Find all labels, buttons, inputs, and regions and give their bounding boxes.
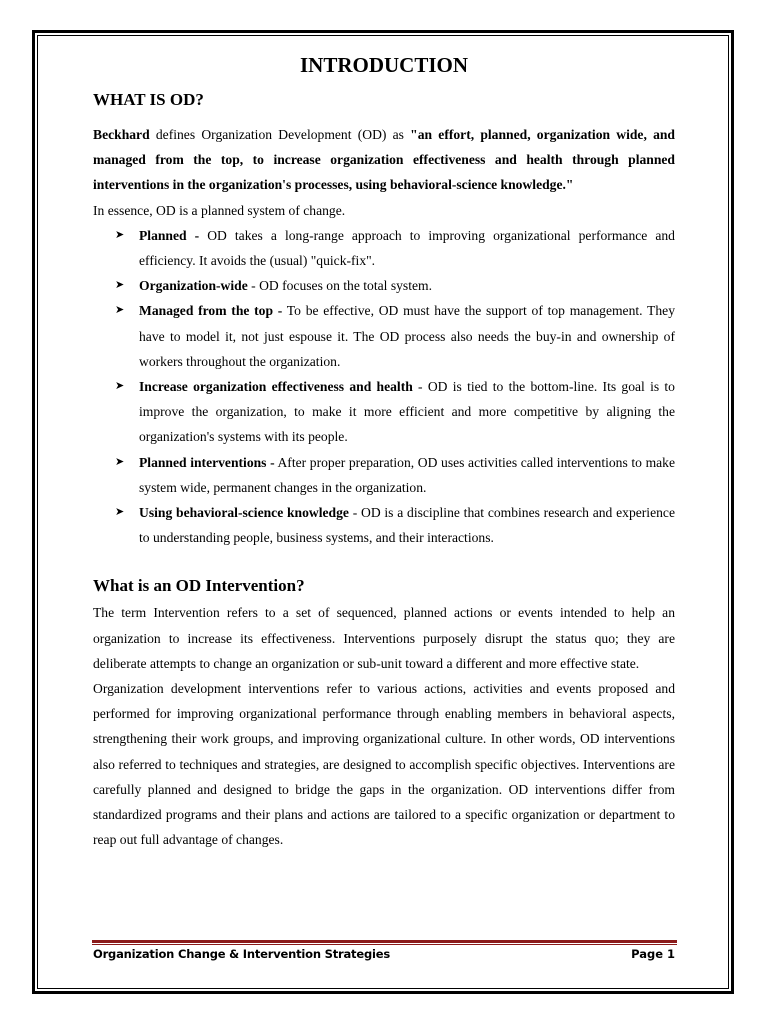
list-item-text: - OD focuses on the total system. — [247, 278, 432, 294]
list-item-text: After proper preparation, OD uses activities called interventions to make system wide, permanent changes in the organization. — [139, 454, 676, 495]
list-item — [115, 374, 675, 450]
list-item — [115, 298, 675, 374]
list-item-term: Increase organization effectiveness and health — [139, 379, 413, 395]
definition-text: defines Organization Development (OD) as — [149, 127, 411, 142]
list-item — [115, 450, 676, 500]
intervention-paragraph-1: The term Intervention refers to a set of sequenced, planned actions or events intended to help an organization to increase its effectiveness. Interventions purposely disrupt the status quo; they are deliberate attempts to change an organization or sub-unit toward a different and more effective state. — [93, 605, 675, 671]
author-name: Beckhard — [93, 127, 150, 142]
section-heading-od-intervention: What is an OD Intervention? — [93, 576, 305, 596]
arrow-right-icon: ➤ — [115, 455, 125, 468]
footer-document-title: Organization Change & Intervention Strategies — [93, 947, 390, 961]
od-characteristics-list — [93, 223, 675, 551]
od-essence: In essence, OD is a planned system of change. — [93, 202, 346, 218]
arrow-right-icon: ➤ — [115, 304, 125, 317]
list-item-text: To be effective, OD must have the support of top management. They have to model it, not just espouse it. The OD process also needs the buy-in and ownership of workers throughout the organization. — [139, 303, 675, 369]
list-item-term: Managed from the top - — [139, 303, 283, 319]
list-item-text: OD takes a long-range approach to improving organizational performance and efficiency. It avoids the (usual) "quick-fix". — [139, 227, 675, 269]
list-item — [115, 223, 675, 273]
page-content — [93, 50, 675, 852]
section-heading-what-is-od: WHAT IS OD? — [93, 90, 204, 109]
footer-divider — [92, 940, 677, 943]
definition-quote: "an effort, planned, organization wide, and managed from the top, to increase organization effectiveness and health through planned interventions in the organization's processes, using behavioral-science knowledge." — [93, 127, 675, 193]
list-item-text: - OD is tied to the bottom-line. Its goal is to improve the organization, to make it more efficient and more competitive by aligning the organization's systems with its people. — [139, 379, 675, 445]
footer-page-number: Page 1 — [631, 947, 675, 961]
list-item — [115, 273, 675, 298]
page-title: INTRODUCTION — [299, 53, 469, 77]
list-item-term: Using behavioral-science knowledge — [139, 505, 349, 521]
list-item-term: Planned interventions - — [139, 454, 275, 470]
intervention-paragraph-2: Organization development interventions refer to various actions, activities and events proposed and performed for improving organizational performance through enabling members in behavioral aspects, strengthening their work groups, and improving organizational culture. In other words, OD interventions also referred to techniques and strategies, are designed to accomplish specific objectives. Interventions are carefully planned and designed to bridge the gaps in the organization. OD interventions differ from standardized programs and their plans and actions are tailored to a specific organization or department to reap out full advantage of changes. — [93, 681, 675, 848]
footer-divider-thin — [92, 944, 677, 945]
arrow-right-icon: ➤ — [115, 279, 125, 292]
arrow-right-icon: ➤ — [115, 228, 125, 241]
arrow-right-icon: ➤ — [115, 506, 125, 519]
arrow-right-icon: ➤ — [115, 380, 125, 393]
od-definition — [93, 122, 675, 198]
list-item-term: Planned - — [139, 227, 200, 243]
list-item-text: - OD is a discipline that combines research and experience to understanding people, business systems, and their interactions. — [139, 505, 675, 546]
list-item — [115, 500, 675, 550]
list-item-term: Organization-wide — [139, 278, 248, 294]
